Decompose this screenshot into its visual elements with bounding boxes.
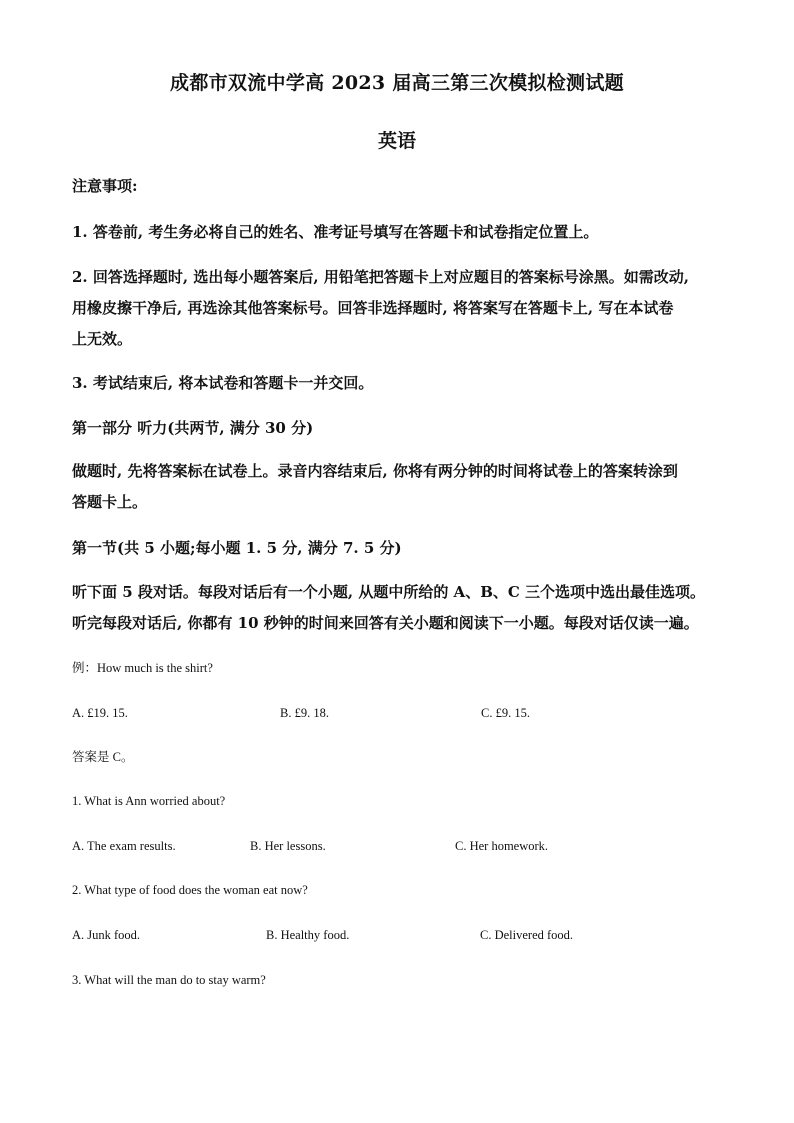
question-3: 3. What will the man do to stay warm?: [72, 973, 266, 987]
notice-item-1: 1. 答卷前, 考生务必将自己的姓名、准考证号填写在答题卡和试卷指定位置上。: [72, 223, 599, 241]
example-option-b: B. £9. 18.: [280, 706, 329, 720]
notice-item-2-line-1: 2. 回答选择题时, 选出每小题答案后, 用铅笔把答题卡上对应题目的答案标号涂黑。如需改动,: [72, 268, 689, 286]
notice-item-3: 3. 考试结束后, 将本试卷和答题卡一并交回。: [72, 374, 374, 392]
part1-instruction-line-2: 答题卡上。: [72, 493, 148, 511]
section1-instruction-line-1: 听下面 5 段对话。每段对话后有一个小题, 从题中所给的 A、B、C 三个选项中选出最佳选项。: [72, 583, 706, 601]
part1-heading: 第一部分 听力(共两节, 满分 30 分): [72, 419, 314, 437]
part1-instruction-line-1: 做题时, 先将答案标在试卷上。录音内容结束后, 你将有两分钟的时间将试卷上的答案转涂到: [72, 462, 678, 480]
question-1-option-a: A. The exam results.: [72, 839, 176, 853]
question-2-option-a: A. Junk food.: [72, 928, 141, 942]
example-answer: 答案是 C。: [72, 750, 134, 764]
section1-heading: 第一节(共 5 小题;每小题 1. 5 分, 满分 7. 5 分): [72, 539, 402, 557]
question-2-option-b: B. Healthy food.: [266, 928, 350, 942]
notice-item-2-line-3: 上无效。: [72, 330, 133, 348]
example-option-a: A. £19. 15.: [72, 706, 128, 720]
section1-instruction-line-2: 听完每段对话后, 你都有 10 秒钟的时间来回答有关小题和阅读下一小题。每段对话仅读一遍。: [72, 614, 699, 632]
question-2-option-c: C. Delivered food.: [480, 928, 574, 942]
question-1: 1. What is Ann worried about?: [72, 794, 226, 808]
exam-title: 成都市双流中学高 2023 届高三第三次模拟检测试题: [170, 72, 624, 94]
example-question: 例：How much is the shirt?: [72, 661, 213, 675]
question-2: 2. What type of food does the woman eat now?: [72, 883, 308, 897]
question-1-option-b: B. Her lessons.: [250, 839, 326, 853]
subject-title: 英语: [377, 130, 416, 152]
notice-item-2-line-2: 用橡皮擦干净后, 再选涂其他答案标号。回答非选择题时, 将答案写在答题卡上, 写在本试卷: [72, 299, 674, 317]
example-option-c: C. £9. 15.: [481, 706, 530, 720]
question-1-option-c: C. Her homework.: [455, 839, 549, 853]
notice-heading: 注意事项:: [72, 177, 138, 195]
